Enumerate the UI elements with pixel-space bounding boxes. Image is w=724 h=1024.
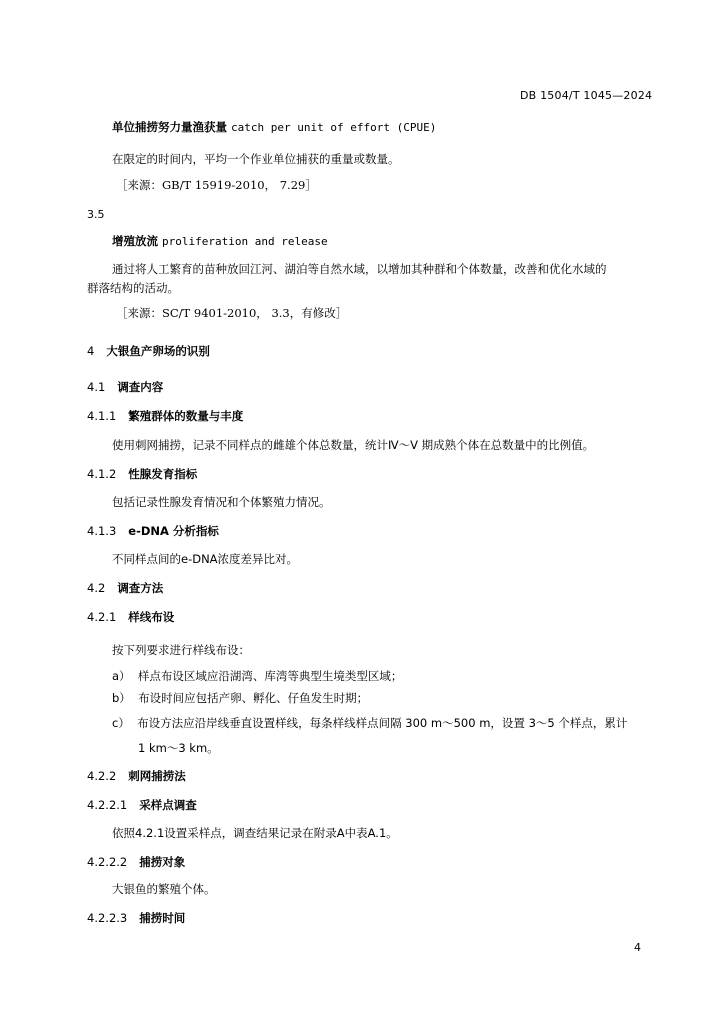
section-number: 4.2.2.2 — [87, 855, 128, 869]
section-number: 4.2 — [87, 581, 106, 595]
term-proliferation-source: ［来源：SC/T 9401-2010， 3.3，有修改］ — [116, 306, 348, 320]
section-4-1-2-heading — [87, 469, 197, 481]
section-4-2-1-intro: 按下列要求进行样线布设： — [112, 643, 250, 657]
section-number: 4 — [87, 344, 95, 358]
term-proliferation — [112, 236, 328, 248]
term-cpue-en: catch per unit of effort (CPUE) — [231, 121, 437, 134]
list-marker: c） — [112, 716, 130, 730]
section-4-2-2-2-heading — [87, 857, 185, 869]
section-title: 捕捞时间 — [139, 911, 186, 925]
section-title: 性腺发育指标 — [128, 467, 198, 481]
list-item-c-continuation: 1 km～3 km。 — [138, 741, 219, 755]
section-4-1-1-body: 使用刺网捕捞，记录不同样点的雌雄个体总数量，统计Ⅳ～Ⅴ 期成熟个体在总数量中的比例值。 — [112, 438, 595, 452]
section-4-1-3-body: 不同样点间的e-DNA浓度差异比对。 — [112, 552, 299, 566]
list-item-a — [112, 671, 402, 683]
section-4-2-2-1-body: 依照4.2.1设置采样点，调查结果记录在附录A中表A.1。 — [112, 826, 398, 840]
section-4-1-3-heading — [87, 526, 219, 538]
section-number: 4.1.1 — [87, 409, 117, 423]
list-marker: a） — [112, 669, 131, 683]
section-4-2-1-heading — [87, 612, 174, 624]
term-cpue-definition: 在限定的时间内，平均一个作业单位捕获的重量或数量。 — [112, 152, 400, 166]
list-item-b — [112, 693, 368, 705]
section-4-heading — [87, 346, 210, 358]
section-number: 4.2.2 — [87, 769, 117, 783]
list-item-c — [112, 718, 627, 730]
section-4-2-2-heading — [87, 771, 186, 783]
page-number: 4 — [634, 941, 641, 954]
section-title: 样线布设 — [128, 610, 175, 624]
section-4-2-heading — [87, 583, 163, 595]
section-number: 4.2.2.1 — [87, 798, 128, 812]
section-4-1-heading — [87, 382, 163, 394]
term-proliferation-definition-line2: 群落结构的活动。 — [87, 281, 179, 295]
document-code-header: DB 1504/T 1045—2024 — [520, 89, 653, 102]
list-text: 布设方法应沿岸线垂直设置样线，每条样线样点间隔 300 m～500 m，设置 3～5 个样点，累计 — [137, 716, 628, 730]
list-marker: b） — [112, 691, 131, 705]
term-cpue — [112, 122, 436, 134]
section-number: 4.1.3 — [87, 524, 117, 538]
term-cpue-source: ［来源：GB/T 15919-2010， 7.29］ — [116, 178, 317, 192]
section-title: e-DNA 分析指标 — [128, 524, 219, 538]
section-4-2-2-3-heading — [87, 913, 185, 925]
section-4-1-2-body: 包括记录性腺发育情况和个体繁殖力情况。 — [112, 495, 331, 509]
list-text: 布设时间应包括产卵、孵化、仔鱼发生时期； — [138, 691, 369, 705]
section-4-2-2-2-body: 大银鱼的繁殖个体。 — [112, 882, 216, 896]
term-proliferation-definition-line1: 通过将人工繁育的苗种放回江河、湖泊等自然水域，以增加其种群和个体数量，改善和优化水域的 — [112, 262, 607, 276]
section-title: 刺网捕捞法 — [128, 769, 186, 783]
section-number: 4.1.2 — [87, 467, 117, 481]
section-3-5-number: 3.5 — [87, 208, 105, 221]
section-title: 调查方法 — [117, 581, 164, 595]
list-text: 样点布设区域应沿湖湾、库湾等典型生境类型区域； — [137, 669, 403, 683]
section-number: 4.2.1 — [87, 610, 117, 624]
term-cpue-zh: 单位捕捞努力量渔获量 — [112, 120, 227, 134]
section-title: 采样点调查 — [139, 798, 197, 812]
section-title: 大银鱼产卵场的识别 — [106, 344, 210, 358]
section-4-1-1-heading — [87, 411, 243, 423]
section-4-2-2-1-heading — [87, 800, 197, 812]
section-title: 繁殖群体的数量与丰度 — [128, 409, 244, 423]
section-title: 捕捞对象 — [139, 855, 186, 869]
section-title: 调查内容 — [117, 380, 164, 394]
term-proliferation-en: proliferation and release — [162, 235, 328, 248]
term-proliferation-zh: 增殖放流 — [112, 234, 158, 248]
section-number: 4.2.2.3 — [87, 911, 128, 925]
section-number: 4.1 — [87, 380, 106, 394]
